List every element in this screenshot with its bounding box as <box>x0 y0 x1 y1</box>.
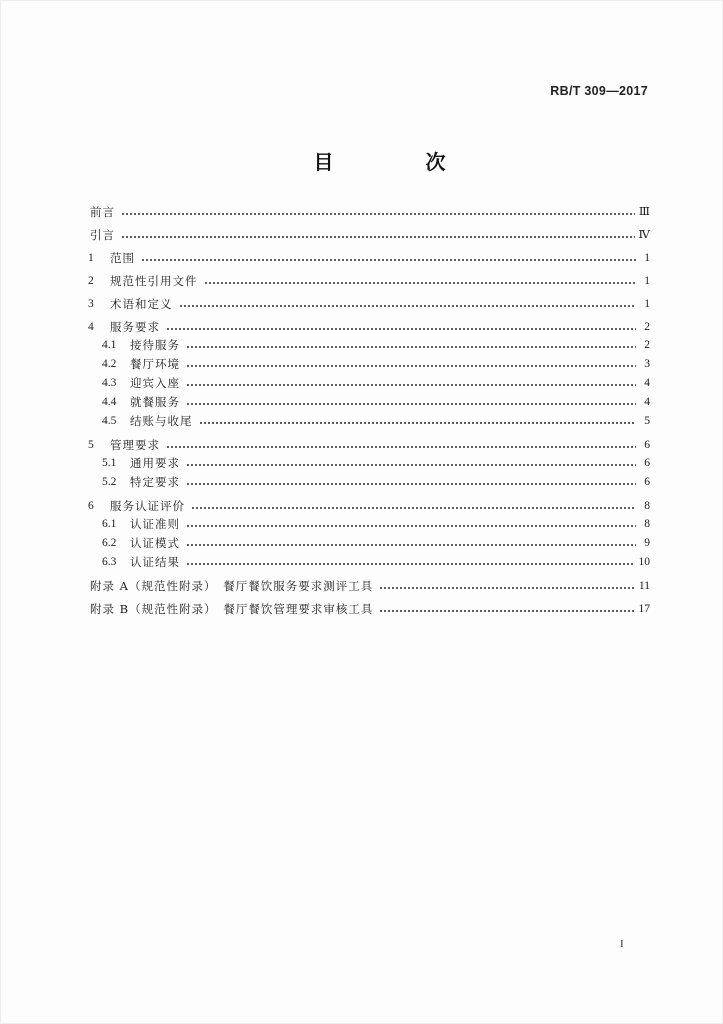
toc-entry-page: 10 <box>638 556 650 568</box>
toc-entry-page: 6 <box>644 476 650 488</box>
toc-entry-page: 1 <box>644 252 650 264</box>
toc-entry-page: 11 <box>638 580 650 592</box>
toc-entry-number: 6.2 <box>102 537 117 549</box>
toc-entry-label: 特定要求 <box>130 475 180 489</box>
dot-leader <box>191 507 636 509</box>
toc-entry[interactable] <box>88 272 650 290</box>
toc-entry-label: 认证结果 <box>130 555 180 569</box>
toc-entry-page: Ⅳ <box>638 229 650 241</box>
toc-entry[interactable] <box>102 515 650 533</box>
dot-leader <box>186 563 635 565</box>
toc-entry[interactable] <box>88 318 650 336</box>
dot-leader <box>204 282 637 284</box>
toc-entry[interactable] <box>88 600 650 618</box>
toc-entry-number: 6.1 <box>102 518 117 530</box>
toc-entry-number: 4.4 <box>102 396 117 408</box>
toc-entry-number: 6 <box>88 500 94 512</box>
toc-entry[interactable] <box>88 577 650 595</box>
toc-entry-number: 6.3 <box>102 556 117 568</box>
toc-entry-label: 服务要求 <box>110 320 160 334</box>
toc-entry-number: 4 <box>88 321 94 333</box>
toc-entry[interactable] <box>102 393 650 411</box>
toc-entry-label: 术语和定义 <box>110 297 173 311</box>
toc-entry[interactable] <box>88 226 650 244</box>
toc-entry[interactable] <box>88 203 650 221</box>
toc-entry-label: 迎宾入座 <box>130 376 180 390</box>
toc-entry-label: 服务认证评价 <box>110 499 185 513</box>
dot-leader <box>186 483 636 485</box>
toc-entry-page: 8 <box>644 500 650 512</box>
toc-entry-label: 通用要求 <box>130 456 180 470</box>
toc-entry-label: 范围 <box>110 251 135 265</box>
toc-entry[interactable] <box>88 249 650 267</box>
toc-entry-page: 6 <box>644 457 650 469</box>
dot-leader <box>379 610 634 612</box>
dot-leader <box>121 213 635 215</box>
toc-entry-label: 前言 <box>90 205 115 219</box>
page-number: I <box>620 938 624 950</box>
toc-entry[interactable] <box>102 412 650 430</box>
toc-entry-number: 5 <box>88 439 94 451</box>
toc-entry-label: 结账与收尾 <box>130 414 193 428</box>
toc-entry[interactable] <box>102 534 650 552</box>
toc-title: 目 次 <box>313 150 482 174</box>
toc-entry-number: 1 <box>88 252 94 264</box>
toc-entry-page: Ⅲ <box>638 206 650 218</box>
toc-entry-page: 6 <box>644 439 650 451</box>
toc-entry-label: 认证模式 <box>130 536 180 550</box>
toc-entry-page: 2 <box>644 339 650 351</box>
toc-entry-page: 9 <box>644 537 650 549</box>
toc-entry-number: 3 <box>88 298 94 310</box>
toc-entry[interactable] <box>88 497 650 515</box>
dot-leader <box>186 525 636 527</box>
dot-leader <box>186 384 636 386</box>
toc-entry-number: 4.1 <box>102 339 117 351</box>
dot-leader <box>166 446 636 448</box>
toc-entry-page: 2 <box>644 321 650 333</box>
toc-entry[interactable] <box>102 473 650 491</box>
toc-entry[interactable] <box>102 454 650 472</box>
dot-leader <box>179 305 637 307</box>
dot-leader <box>186 403 636 405</box>
toc-entry-label: 管理要求 <box>110 438 160 452</box>
toc-entry[interactable] <box>88 436 650 454</box>
toc-entry[interactable] <box>88 295 650 313</box>
dot-leader <box>121 236 635 238</box>
toc-entry-page: 17 <box>638 603 650 615</box>
toc-entry[interactable] <box>102 374 650 392</box>
document-code: RB/T 309—2017 <box>550 84 648 98</box>
dot-leader <box>141 259 636 261</box>
toc-entry-label: 附录 A（规范性附录） 餐厅餐饮服务要求测评工具 <box>90 579 374 593</box>
toc-entry-page: 5 <box>644 415 650 427</box>
toc-entry[interactable] <box>102 355 650 373</box>
toc-entry-page: 1 <box>644 298 650 310</box>
dot-leader <box>186 346 636 348</box>
dot-leader <box>379 587 635 589</box>
dot-leader <box>186 365 636 367</box>
toc-entry-page: 4 <box>644 377 650 389</box>
dot-leader <box>186 544 636 546</box>
dot-leader <box>166 328 636 330</box>
toc-entry-page: 8 <box>644 518 650 530</box>
toc-entry-page: 4 <box>644 396 650 408</box>
dot-leader <box>186 464 636 466</box>
dot-leader <box>199 422 637 424</box>
toc-entry[interactable] <box>102 553 650 571</box>
toc-entry-page: 1 <box>644 275 650 287</box>
toc-entry-label: 规范性引用文件 <box>110 274 198 288</box>
toc-entry-label: 认证准则 <box>130 517 180 531</box>
toc-entry-label: 附录 B（规范性附录） 餐厅餐饮管理要求审核工具 <box>90 602 374 616</box>
toc-entry-number: 5.1 <box>102 457 117 469</box>
toc-entry-label: 引言 <box>90 228 115 242</box>
toc-entry-number: 4.2 <box>102 358 117 370</box>
toc-entry-number: 2 <box>88 275 94 287</box>
toc-entry-number: 4.5 <box>102 415 117 427</box>
toc-entry[interactable] <box>102 336 650 354</box>
toc-entry-label: 餐厅环境 <box>130 357 180 371</box>
toc-entry-label: 就餐服务 <box>130 395 180 409</box>
toc-entry-number: 5.2 <box>102 476 117 488</box>
toc-entry-page: 3 <box>644 358 650 370</box>
toc-entry-number: 4.3 <box>102 377 117 389</box>
toc-entry-label: 接待服务 <box>130 338 180 352</box>
